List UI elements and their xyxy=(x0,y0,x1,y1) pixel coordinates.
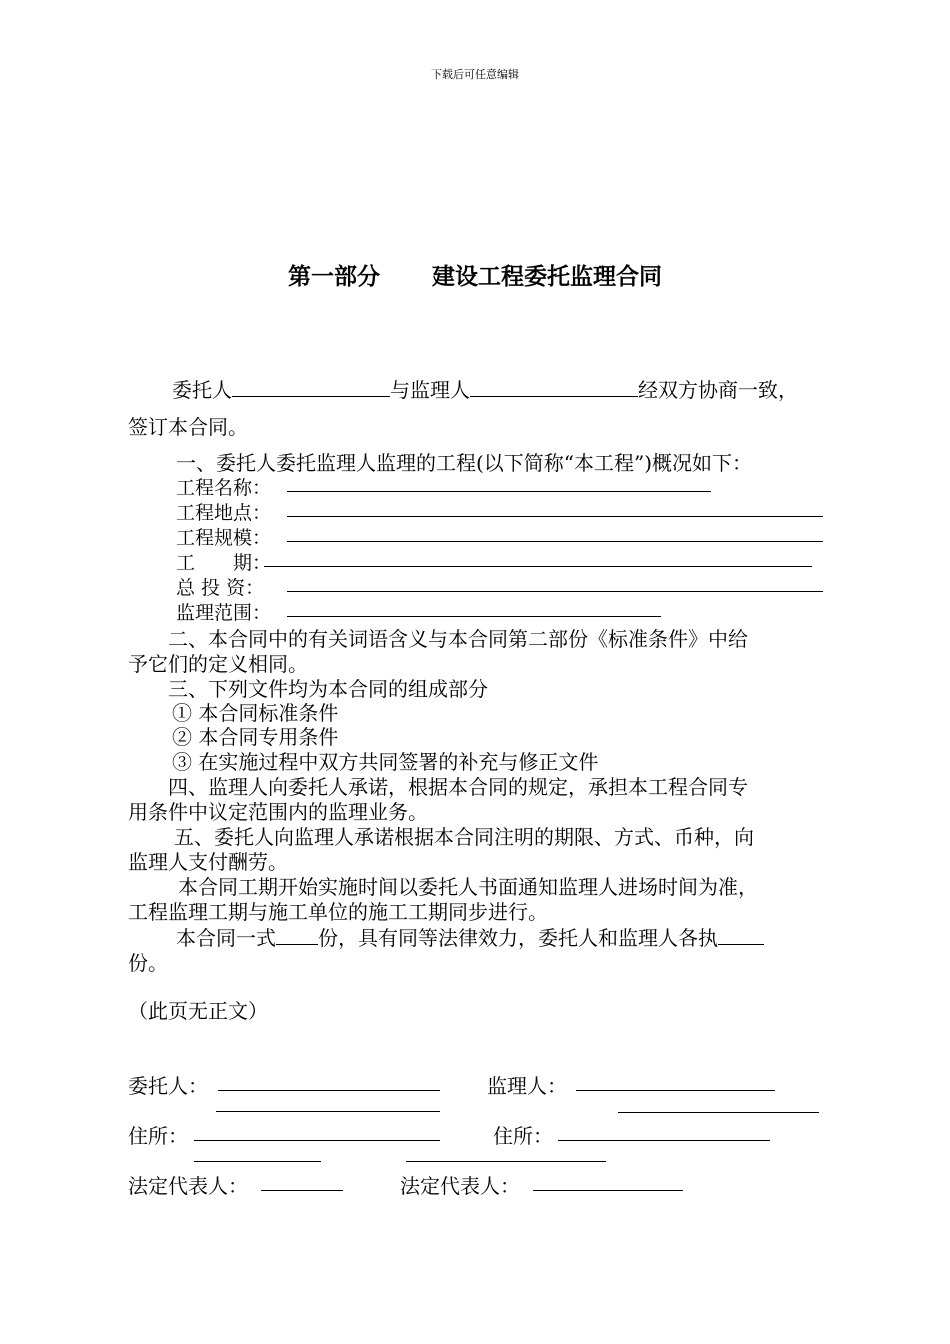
section2-line1: 二、本合同中的有关词语含义与本合同第二部份《标准条件》中给 xyxy=(168,627,748,651)
supervisor-label: 与监理人 xyxy=(390,378,470,402)
no-text-note: （此页无正文） xyxy=(128,999,268,1023)
rep-left-label: 法定代表人： xyxy=(128,1174,248,1198)
field-project-location: 工程地点： xyxy=(176,502,272,524)
supervisor-blank xyxy=(470,395,638,397)
sign-supervisor-blank-2 xyxy=(618,1112,819,1113)
sign-client-blank-2 xyxy=(216,1111,440,1112)
field-project-period: 工 期： xyxy=(176,552,272,574)
client-label: 委托人 xyxy=(172,378,232,402)
address-right-blank xyxy=(558,1140,770,1141)
section1-heading: 一、委托人委托监理人监理的工程(以下简称“本工程”)概况如下： xyxy=(176,451,753,475)
signed-text: 签订本合同。 xyxy=(128,415,248,439)
field-supervision-scope: 监理范围： xyxy=(176,602,272,624)
section5-line2: 监理人支付酬劳。 xyxy=(128,850,288,874)
copies-each-blank xyxy=(718,943,764,945)
project-name-blank xyxy=(287,491,711,492)
supervision-scope-blank xyxy=(287,616,661,617)
section3-item: ② 本合同专用条件 xyxy=(172,725,339,749)
copies-count-blank xyxy=(276,943,318,945)
section4-line2: 用条件中议定范围内的监理业务。 xyxy=(128,800,428,824)
copies-prefix: 本合同一式 xyxy=(176,926,276,950)
total-investment-blank xyxy=(287,591,823,592)
agreed-text: 经双方协商一致， xyxy=(638,378,798,402)
address-right-blank-2 xyxy=(406,1161,606,1162)
section3-item: ① 本合同标准条件 xyxy=(172,701,339,725)
project-location-blank xyxy=(287,516,823,517)
address-left-blank xyxy=(194,1140,440,1141)
rep-right-label: 法定代表人： xyxy=(400,1174,520,1198)
copies-mid: 份，具有同等法律效力，委托人和监理人各执 xyxy=(318,926,718,950)
rep-right-blank xyxy=(533,1190,683,1191)
section2-line2: 予它们的定义相同。 xyxy=(128,652,308,676)
title-part: 第一部分 xyxy=(288,263,380,290)
section5-line1: 五、委托人向监理人承诺根据本合同注明的期限、方式、币种，向 xyxy=(174,825,754,849)
section4-line1: 四、监理人向委托人承诺，根据本合同的规定，承担本工程合同专 xyxy=(168,775,748,799)
field-total-investment: 总 投 资： xyxy=(176,577,265,599)
period-line1: 本合同工期开始实施时间以委托人书面通知监理人进场时间为准， xyxy=(178,875,758,899)
section3-item: ③ 在实施过程中双方共同签署的补充与修正文件 xyxy=(172,750,599,774)
sign-client-label: 委托人： xyxy=(128,1074,208,1098)
rep-left-blank xyxy=(261,1190,343,1191)
sign-client-blank xyxy=(218,1090,440,1091)
intro-line xyxy=(172,374,798,403)
copies-suffix: 份。 xyxy=(128,951,168,975)
address-left-blank-2 xyxy=(194,1161,321,1162)
section3-heading: 三、下列文件均为本合同的组成部分 xyxy=(168,677,488,701)
page-header-note: 下载后可任意编辑 xyxy=(431,68,519,81)
client-blank xyxy=(232,395,390,397)
project-scale-blank xyxy=(287,541,823,542)
address-right-label: 住所： xyxy=(493,1124,553,1148)
address-left-label: 住所： xyxy=(128,1124,188,1148)
sign-supervisor-blank xyxy=(576,1090,775,1091)
sign-supervisor-label: 监理人： xyxy=(487,1074,567,1098)
period-line2: 工程监理工期与施工单位的施工工期同步进行。 xyxy=(128,900,548,924)
project-period-blank xyxy=(264,566,812,567)
field-project-name: 工程名称： xyxy=(176,477,272,499)
document-title xyxy=(0,258,950,291)
title-name: 建设工程委托监理合同 xyxy=(432,263,662,290)
field-project-scale: 工程规模： xyxy=(176,527,272,549)
copies-line xyxy=(176,922,764,951)
